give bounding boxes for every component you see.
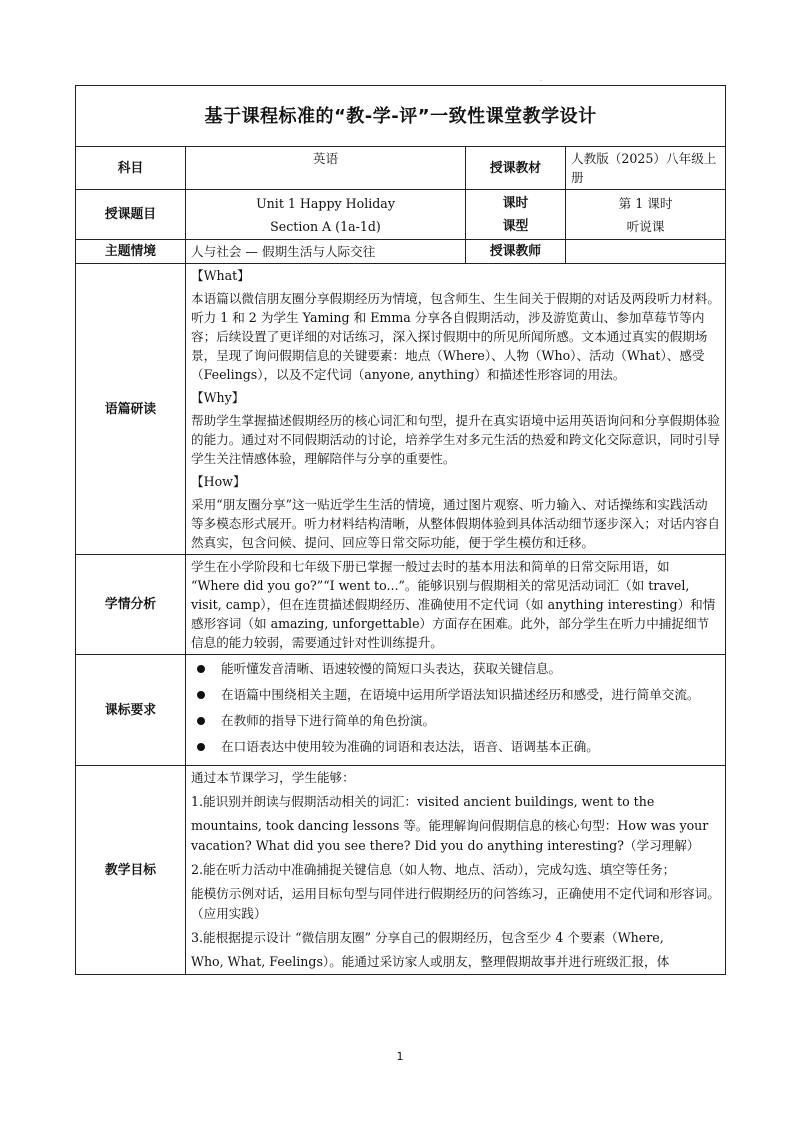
theme-value: 人与社会 — 假期生活与人际交往 <box>186 240 466 264</box>
text-study-content <box>186 264 726 555</box>
bullet-icon <box>197 665 205 673</box>
why-body: 帮助学生掌握描述假期经历的核心词汇和句型，提升在真实语境中运用英语询问和分享假期体验的能力。通过对不同假期活动的讨论，培养学生对多元生活的热爱和跨文化交际意识，同时引导学生关注情感体验，理解陪伴与分享的重要性。 <box>191 413 720 466</box>
type-label: 课型 <box>502 218 529 234</box>
document-title: 基于课程标准的“教-学-评”一致性课堂教学设计 <box>76 86 726 147</box>
objective-1a: 1.能识别并朗读与假期活动相关的词汇：visited ancient buildings, went to the <box>191 794 655 809</box>
objective-3b: Who, What, Feelings）。能通过采访家人或朋友，整理假期故事并进行班级汇报，体 <box>191 954 670 969</box>
what-body: 本语篇以微信朋友圈分享假期经历为情境，包含师生、生生间关于假期的对话及两段听力材料。听力 1 和 2 为学生 Yaming 和 Emma 分享各自假期活动，涉及游览黄山、参加草莓节等内容；后续设置了更详细的对话练习，深入探讨假期中的所见所闻所感。文本通过真实的假期场景，呈现了询问假期信息的关键要素：地点（Where）、人物（Who）、活动（What）、感受（Feelings），以及不定代词（anyone, anything）和描述性形容词的用法。 <box>191 291 720 382</box>
top-mark: · <box>540 78 542 85</box>
objective-3a: 3.能根据提示设计 “微信朋友圈” 分享自己的假期经历，包含至少 4 个要素（Where, <box>191 930 664 945</box>
page-number: 1 <box>396 1050 404 1063</box>
objective-2b: 能模仿示例对话，运用目标句型与同伴进行假期经历的问答练习，正确使用不定代词和形容词。（应用实践） <box>191 886 720 921</box>
topic-value <box>186 190 466 240</box>
textbook-label: 授课教材 <box>466 147 566 190</box>
lesson-plan-page <box>75 85 725 975</box>
topic-line-2: Section A (1a-1d) <box>270 218 381 234</box>
teacher-value <box>566 240 726 264</box>
learner-analysis-body: 学生在小学阶段和七年级下册已掌握一般过去时的基本用法和简单的日常交际用语，如 “Where did you go?”“I went to...”。能够识别与假期相关的常见活动词汇（如 travel, visit, camp），但在连贯描述假期经历、准确使用不定代词（如 anything interesting）和情感形容词（如 amazing, unforgettable）方面存在困难。此外，部分学生在听力中捕捉细节信息的能力较弱，需要通过针对性训练提升。 <box>186 555 726 655</box>
learner-analysis-label: 学情分析 <box>76 555 186 655</box>
objectives-content <box>186 766 726 975</box>
subject-value: 英语 <box>186 147 466 190</box>
textbook-value: 人教版（2025）八年级上册 <box>566 147 726 190</box>
bullet-icon <box>197 691 205 699</box>
period-value: 第 1 课时 <box>618 195 673 211</box>
period-label: 课时 <box>502 195 529 211</box>
objective-1b: mountains, took dancing lessons 等。能理解询问假期信息的核心句型：How was your vacation? What did you see there? Did you do anything interesting?（学习理解） <box>191 818 709 853</box>
teacher-label: 授课教师 <box>466 240 566 264</box>
what-heading: 【What】 <box>191 268 250 283</box>
why-heading: 【Why】 <box>191 390 245 405</box>
standards-list <box>191 659 720 756</box>
topic-label: 授课题目 <box>76 190 186 240</box>
how-heading: 【How】 <box>191 474 246 489</box>
objectives-label: 教学目标 <box>76 766 186 975</box>
list-item: 在口语表达中使用较为准确的词语和表达法，语音、语调基本正确。 <box>191 737 720 756</box>
how-body: 采用“朋友圈分享”这一贴近学生生活的情境，通过图片观察、听力输入、对话操练和实践活动等多模态形式展开。听力材料结构清晰，从整体假期体验到具体活动细节逐步深入；对话内容自然真实，包含问候、提问、回应等日常交际功能，便于学生模仿和迁移。 <box>191 497 720 550</box>
list-item: 在语篇中围绕相关主题，在语境中运用所学语法知识描述经历和感受，进行简单交流。 <box>191 685 720 704</box>
lesson-plan-table <box>75 85 726 975</box>
standards-label: 课标要求 <box>76 655 186 766</box>
standards-content <box>186 655 726 766</box>
bullet-icon <box>197 743 205 751</box>
topic-line-1: Unit 1 Happy Holiday <box>256 195 395 211</box>
text-study-label: 语篇研读 <box>76 264 186 555</box>
list-item: 在教师的指导下进行简单的角色扮演。 <box>191 711 720 730</box>
list-item: 能听懂发音清晰、语速较慢的简短口头表达，获取关键信息。 <box>191 659 720 678</box>
subject-label: 科目 <box>76 147 186 190</box>
period-type-labels <box>466 190 566 240</box>
period-type-values <box>566 190 726 240</box>
type-value: 听说课 <box>626 218 665 234</box>
theme-label: 主题情境 <box>76 240 186 264</box>
objectives-intro: 通过本节课学习，学生能够： <box>191 770 355 785</box>
objective-2a: 2.能在听力活动中准确捕捉关键信息（如人物、地点、活动），完成勾选、填空等任务； <box>191 862 676 877</box>
bullet-icon <box>197 717 205 725</box>
